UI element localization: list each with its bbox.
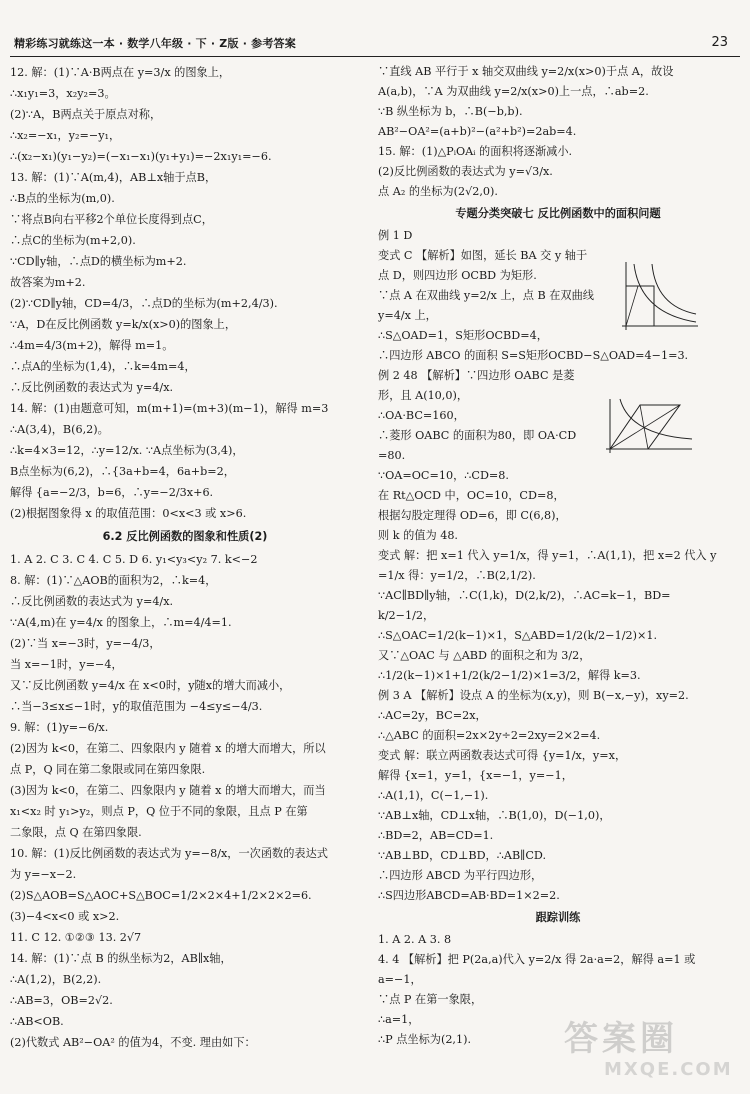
answer-line: (2)反比例函数的表达式为 y=√3/x. <box>378 165 553 178</box>
answer-line: A(a,b)，∵A 为双曲线 y=2/x(x>0)上一点，∴ab=2. <box>378 85 649 98</box>
answer-line: B点坐标为(6,2)，∴{3a+b=4，6a+b=2， <box>10 465 235 478</box>
answer-line: ∵AB⊥x轴，CD⊥x轴，∴B(1,0)，D(−1,0)， <box>378 809 611 822</box>
answer-line: ∵AC∥BD∥y轴，∴C(1,k)，D(2,k/2)，∴AC=k−1，BD= <box>378 589 671 602</box>
answer-line: ∵AB⊥BD，CD⊥BD，∴AB∥CD. <box>378 849 547 862</box>
answer-line: 8. 解：(1)∵△AOB的面积为2，∴k=4， <box>10 574 217 587</box>
answer-line: ∴S四边形ABCD=AB·BD=1×2=2. <box>378 889 560 902</box>
answer-line: 点 D，则四边形 OCBD 为矩形. <box>378 269 537 282</box>
left-column <box>10 62 360 1072</box>
answer-line: ∵OA=OC=10，∴CD=8. <box>378 469 509 482</box>
answer-line: 12. 解：(1)∵A·B两点在 y=3/x 的图象上， <box>10 66 231 79</box>
answer-line: ∴S△OAC=1/2(k−1)×1，S△ABD=1/2(k/2−1/2)×1. <box>378 629 657 642</box>
right-column <box>378 62 738 1072</box>
answer-line: AB²−OA²=(a+b)²−(a²+b²)=2ab=4. <box>378 125 577 138</box>
answer-line: ∵直线 AB 平行于 x 轴交双曲线 y=2/x(x>0)于点 A，故设 <box>378 65 674 78</box>
answer-line: 点 A₂ 的坐标为(2√2,0). <box>378 185 498 198</box>
answer-line: 故答案为m+2. <box>10 276 86 289</box>
answer-line: ∴k=4×3=12，∴y=12/x. ∵A点坐标为(3,4)， <box>10 444 244 457</box>
answer-line: 14. 解：(1)由题意可知，m(m+1)=(m+3)(m−1)，解得 m=3 <box>10 402 329 415</box>
answer-line: (2)∵当 x=−3时，y=−4/3， <box>10 637 161 650</box>
answer-line: 15. 解：(1)△PᵢOAᵢ 的面积将逐渐减小. <box>378 145 573 158</box>
answer-line: 例 2 48 【解析】∵四边形 OABC 是菱 <box>378 369 575 382</box>
answer-line: =1/x 得：y=1/2，∴B(2,1/2). <box>378 569 536 582</box>
answer-line: 1. A 2. C 3. C 4. C 5. D 6. y₁<y₃<y₂ 7. k<−2 <box>10 553 258 566</box>
answer-line: ∴A(1,2)，B(2,2). <box>10 973 102 986</box>
answer-line: (2)∵CD∥y轴，CD=4/3，∴点D的坐标为(m+2,4/3). <box>10 297 278 310</box>
answer-line: ∴x₁y₁=3，x₂y₂=3。 <box>10 87 116 100</box>
answer-line: ∴点C的坐标为(m+2,0). <box>10 234 136 247</box>
answer-line: 二象限，点 Q 在第四象限. <box>10 826 142 839</box>
watermark-line1: 答案圈 <box>564 1019 678 1059</box>
answer-line: ∴P 点坐标为(2,1). <box>378 1033 472 1046</box>
answer-line: ∴BD=2，AB=CD=1. <box>378 829 494 842</box>
answer-line: ∴四边形 ABCD 为平行四边形， <box>378 869 543 882</box>
answer-line: ∴AC=2y，BC=2x， <box>378 709 487 722</box>
answer-line: 根据勾股定理得 OD=6，即 C(6,8)， <box>378 509 567 522</box>
answer-line: 14. 解：(1)∵点 B 的纵坐标为2，AB∥x轴， <box>10 952 232 965</box>
figure-hyperbola-rectangle <box>612 258 702 336</box>
answer-line: ∵CD∥y轴，∴点D的横坐标为m+2. <box>10 255 187 268</box>
answer-line: ∵将点B向右平移2个单位长度得到点C， <box>10 213 213 226</box>
answer-line: 变式 解：联立两函数表达式可得 {y=1/x，y=x， <box>378 749 627 762</box>
answer-line: 解得 {x=1，y=1，{x=−1，y=−1， <box>378 769 573 782</box>
answer-line: 9. 解：(1)y=−6/x. <box>10 721 109 734</box>
answer-line: x₁<x₂ 时 y₁>y₂，则点 P，Q 位于不同的象限，且点 P 在第 <box>10 805 308 818</box>
answer-line: ∵点 P 在第一象限， <box>378 993 483 1006</box>
answer-line: 10. 解：(1)反比例函数的表达式为 y=−8/x，一次函数的表达式 <box>10 847 328 860</box>
answer-line: 点 P，Q 同在第二象限或同在第四象限. <box>10 763 206 776</box>
answer-line: ∵B 纵坐标为 b，∴B(−b,b). <box>378 105 523 118</box>
answer-line: 形，且 A(10,0)， <box>378 389 469 402</box>
answer-line: ∴S△OAD=1，S矩形OCBD=4， <box>378 329 548 342</box>
watermark-line2: MXQE.COM <box>604 1058 733 1080</box>
answer-line: y=4/x 上， <box>378 309 437 322</box>
figure-rhombus <box>600 395 696 457</box>
answer-line: (2)根据图象得 x 的取值范围：0<x<3 或 x>6. <box>10 507 247 520</box>
answer-line: =80. <box>378 449 406 462</box>
answer-line: 11. C 12. ①②③ 13. 2√7 <box>10 931 142 944</box>
answer-line: (2)代数式 AB²−OA² 的值为4，不变. 理由如下： <box>10 1036 256 1049</box>
answer-line: (2)S△AOB=S△AOC+S△BOC=1/2×2×4+1/2×2×2=6. <box>10 889 312 902</box>
answer-line: (2)∵A，B两点关于原点对称， <box>10 108 162 121</box>
answer-line: ∴A(3,4)，B(6,2)。 <box>10 423 109 436</box>
answer-line: ∴反比例函数的表达式为 y=4/x. <box>10 595 174 608</box>
answer-line: 13. 解：(1)∵A(m,4)，AB⊥x轴于点B， <box>10 171 217 184</box>
section-heading: 跟踪训练 <box>535 911 581 924</box>
answer-line: 例 1 D <box>378 229 413 242</box>
answer-line: 解得 {a=−2/3，b=6，∴y=−2/3x+6. <box>10 486 214 499</box>
answer-line: 4. 4 【解析】把 P(2a,a)代入 y=2/x 得 2a·a=2，解得 a=1 或 <box>378 953 696 966</box>
answer-line: ∴菱形 OABC 的面积为80，即 OA·CD <box>378 429 577 442</box>
answer-line: 为 y=−x−2. <box>10 868 77 881</box>
answer-line: ∴当−3≤x≤−1时，y的取值范围为 −4≤y≤−4/3. <box>10 700 263 713</box>
answer-line: ∴a=1， <box>378 1013 420 1026</box>
page-header <box>10 34 740 57</box>
answer-line: ∴点A的坐标为(1,4)，∴k=4m=4， <box>10 360 196 373</box>
answer-line: ∴反比例函数的表达式为 y=4/x. <box>10 381 174 394</box>
section-heading: 6.2 反比例函数的图象和性质(2) <box>102 530 268 543</box>
answer-line: 例 3 A 【解析】设点 A 的坐标为(x,y)，则 B(−x,−y)，xy=2. <box>378 689 689 702</box>
answer-line: a=−1， <box>378 973 422 986</box>
answer-line: ∴4m=4/3(m+2)，解得 m=1。 <box>10 339 174 352</box>
answer-line: 变式 解：把 x=1 代入 y=1/x，得 y=1，∴A(1,1)，把 x=2 代入 y <box>378 549 717 562</box>
answer-line: ∴四边形 ABCO 的面积 S=S矩形OCBD−S△OAD=4−1=3. <box>378 349 689 362</box>
watermark <box>564 1018 744 1088</box>
answer-line: ∴AB=3，OB=2√2. <box>10 994 113 1007</box>
page-number: 23 <box>711 35 728 50</box>
answer-line: ∴B点的坐标为(m,0). <box>10 192 115 205</box>
header-title: 精彩练习就练这一本 · 数学八年级 · 下 · Z版 · 参考答案 <box>14 37 296 50</box>
answer-line: 又∵△OAC 与 △ABD 的面积之和为 3/2， <box>378 649 591 662</box>
answer-line: 变式 C 【解析】如图，延长 BA 交 y 轴于 <box>378 249 588 262</box>
answer-line: 又∵反比例函数 y=4/x 在 x<0时，y随x的增大而减小， <box>10 679 291 692</box>
answer-line: ∴A(1,1)，C(−1,−1). <box>378 789 489 802</box>
answer-line: ∵点 A 在双曲线 y=2/x 上，点 B 在双曲线 <box>378 289 594 302</box>
answer-line: 则 k 的值为 48. <box>378 529 458 542</box>
answer-line: ∴1/2(k−1)×1+1/2(k/2−1/2)×1=3/2，解得 k=3. <box>378 669 641 682</box>
answer-line: ∴OA·BC=160， <box>378 409 465 422</box>
answer-line: ∴(x₂−x₁)(y₁−y₂)=(−x₁−x₁)(y₁+y₁)=−2x₁y₁=−6. <box>10 150 272 163</box>
answer-line: ∵A，D在反比例函数 y=k/x(x>0)的图象上， <box>10 318 237 331</box>
answer-line: ∴x₂=−x₁，y₂=−y₁， <box>10 129 121 142</box>
answer-line: k/2−1/2， <box>378 609 435 622</box>
answer-line: 1. A 2. A 3. 8 <box>378 933 452 946</box>
answer-line: 在 Rt△OCD 中，OC=10，CD=8， <box>378 489 565 502</box>
answer-line: (2)因为 k<0，在第二、四象限内 y 随着 x 的增大而增大，所以 <box>10 742 326 755</box>
answer-line: ∵A(4,m)在 y=4/x 的图象上，∴m=4/4=1. <box>10 616 232 629</box>
section-heading: 专题分类突破七 反比例函数中的面积问题 <box>455 207 661 220</box>
answer-line: ∴AB<OB. <box>10 1015 64 1028</box>
answer-line: (3)因为 k<0，在第二、四象限内 y 随着 x 的增大而增大，而当 <box>10 784 326 797</box>
answer-line: ∴△ABC 的面积=2x×2y÷2=2xy=2×2=4. <box>378 729 601 742</box>
answer-line: 当 x=−1时，y=−4， <box>10 658 123 671</box>
answer-line: (3)−4<x<0 或 x>2. <box>10 910 120 923</box>
